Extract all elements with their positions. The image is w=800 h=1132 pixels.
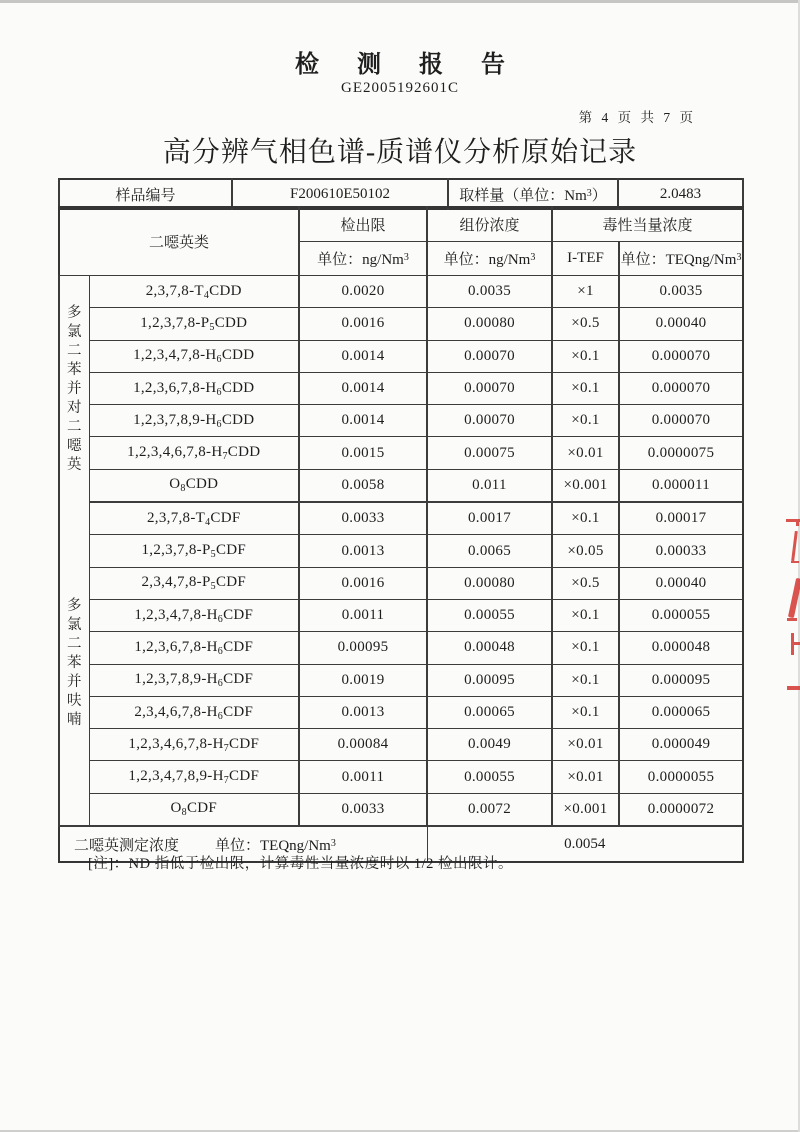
- sample-volume-value: 2.0483: [618, 179, 743, 209]
- table-row: [59, 469, 743, 502]
- table-row: [59, 405, 743, 437]
- component-conc-cell: 0.00075: [427, 437, 552, 469]
- detection-limit-cell: 0.0011: [299, 761, 427, 793]
- compound-name-cell: $1,2,3,4,7,8-H_6CDF$: [89, 599, 299, 631]
- teq-cell: 0.00040: [619, 308, 743, 340]
- stamp-fragment: [785, 578, 800, 626]
- detection-limit-header: 检出限: [299, 207, 427, 242]
- detection-limit-cell: 0.0016: [299, 308, 427, 340]
- itef-cell: ×0.5: [552, 567, 619, 599]
- table-row: [59, 664, 743, 696]
- teq-cell: 0.000011: [619, 469, 743, 502]
- component-conc-cell: 0.011: [427, 469, 552, 502]
- compound-name-cell: $1,2,3,4,6,7,8-H_7CDD$: [89, 437, 299, 469]
- table-row: [59, 308, 743, 340]
- stamp-fragment: [788, 531, 800, 565]
- itef-cell: ×0.5: [552, 308, 619, 340]
- itef-cell: ×0.05: [552, 535, 619, 567]
- dioxin-data-table: [58, 206, 744, 863]
- detection-limit-cell: 0.0033: [299, 793, 427, 826]
- group-label-cell: [59, 276, 89, 503]
- compound-name-cell: $O_8CDD$: [89, 469, 299, 502]
- itef-cell: ×0.1: [552, 632, 619, 664]
- itef-cell: ×0.1: [552, 340, 619, 372]
- teq-cell: 0.000049: [619, 729, 743, 761]
- total-unit: 单位：TEQng/Nm$^3$: [215, 837, 336, 854]
- compound-name-cell: $2,3,7,8-T_4CDD$: [89, 276, 299, 308]
- compound-name-cell: $2,3,4,6,7,8-H_6CDF$: [89, 696, 299, 728]
- record-subtitle: 高分辨气相色谱-质谱仪分析原始记录: [162, 137, 638, 168]
- teq-unit: 单位：TEQng/Nm$^3$: [619, 242, 743, 276]
- component-conc-cell: 0.00070: [427, 405, 552, 437]
- detection-limit-cell: 0.0011: [299, 599, 427, 631]
- component-conc-cell: 0.00095: [427, 664, 552, 696]
- compound-name-cell: $1,2,3,7,8,9-H_6CDF$: [89, 664, 299, 696]
- itef-cell: ×0.01: [552, 437, 619, 469]
- detection-limit-cell: 0.0033: [299, 502, 427, 535]
- component-conc-cell: 0.00055: [427, 761, 552, 793]
- itef-cell: ×0.1: [552, 599, 619, 631]
- stamp-fragment: [786, 518, 800, 526]
- itef-cell: ×0.1: [552, 372, 619, 404]
- itef-cell: ×0.01: [552, 761, 619, 793]
- itef-cell: ×0.001: [552, 469, 619, 502]
- itef-header: I-TEF: [552, 242, 619, 276]
- dioxin-class-header: 二噁英类: [59, 207, 299, 276]
- itef-cell: ×0.1: [552, 664, 619, 696]
- component-conc-cell: 0.00080: [427, 567, 552, 599]
- detection-limit-cell: 0.0019: [299, 664, 427, 696]
- teq-cell: 0.000095: [619, 664, 743, 696]
- group-label: 多氯二苯并呋喃: [67, 598, 82, 729]
- itef-cell: ×1: [552, 276, 619, 308]
- compound-name-cell: $1,2,3,7,8-P_5CDF$: [89, 535, 299, 567]
- component-conc-header: 组份浓度: [427, 207, 552, 242]
- itef-cell: ×0.1: [552, 405, 619, 437]
- table-row: [59, 696, 743, 728]
- compound-name-cell: $2,3,4,7,8-P_5CDF$: [89, 567, 299, 599]
- compound-name-cell: $1,2,3,7,8-P_5CDD$: [89, 308, 299, 340]
- sample-id-label: 样品编号: [59, 179, 232, 209]
- stamp-fragment: [787, 633, 800, 655]
- table-row: [59, 535, 743, 567]
- detection-limit-cell: 0.00095: [299, 632, 427, 664]
- footnote: [注]：ND 指低于检出限，计算毒性当量浓度时以 1/2 检出限计。: [88, 856, 514, 872]
- table-row: [59, 502, 743, 535]
- detection-limit-cell: 0.0020: [299, 276, 427, 308]
- teq-cell: 0.0000075: [619, 437, 743, 469]
- teq-cell: 0.000070: [619, 372, 743, 404]
- component-conc-cell: 0.0049: [427, 729, 552, 761]
- group-label: 多氯二苯并对二噁英: [67, 304, 82, 473]
- detection-limit-cell: 0.0016: [299, 567, 427, 599]
- detection-limit-cell: 0.0013: [299, 696, 427, 728]
- table-row: [59, 599, 743, 631]
- sample-id-value: F200610E50102: [232, 179, 448, 209]
- compound-name-cell: $1,2,3,4,7,8,9-H_7CDF$: [89, 761, 299, 793]
- table-row: [59, 761, 743, 793]
- table-row: [59, 276, 743, 308]
- component-conc-cell: 0.00070: [427, 372, 552, 404]
- component-conc-cell: 0.00065: [427, 696, 552, 728]
- table-row: [59, 729, 743, 761]
- compound-name-cell: $1,2,3,6,7,8-H_6CDD$: [89, 372, 299, 404]
- page-number: 第 4 页 共 7 页: [578, 110, 696, 125]
- teq-cell: 0.0000055: [619, 761, 743, 793]
- teq-cell: 0.00017: [619, 502, 743, 535]
- teq-cell: 0.00040: [619, 567, 743, 599]
- itef-cell: ×0.001: [552, 793, 619, 826]
- compound-name-cell: $O_8CDF$: [89, 793, 299, 826]
- toxic-equivalent-header: 毒性当量浓度: [552, 207, 743, 242]
- teq-cell: 0.000065: [619, 696, 743, 728]
- component-conc-cell: 0.00070: [427, 340, 552, 372]
- total-label: 二噁英测定浓度: [74, 837, 180, 854]
- component-conc-cell: 0.00080: [427, 308, 552, 340]
- component-conc-cell: 0.0065: [427, 535, 552, 567]
- group-label-cell: [59, 502, 89, 826]
- detection-limit-cell: 0.00084: [299, 729, 427, 761]
- table-row: [59, 340, 743, 372]
- teq-cell: 0.000048: [619, 632, 743, 664]
- itef-cell: ×0.1: [552, 696, 619, 728]
- teq-cell: 0.000070: [619, 340, 743, 372]
- component-conc-cell: 0.0072: [427, 793, 552, 826]
- sample-volume-label: 取样量（单位：Nm$^3$）: [448, 179, 618, 209]
- stamp-fragment: [787, 684, 800, 694]
- scan-edge-top: [0, 0, 800, 3]
- component-conc-unit: 单位：ng/Nm$^3$: [427, 242, 552, 276]
- teq-cell: 0.0000072: [619, 793, 743, 826]
- detection-limit-cell: 0.0013: [299, 535, 427, 567]
- total-value: 0.0054: [427, 826, 743, 862]
- document-title: 检测报告: [295, 52, 543, 78]
- teq-cell: 0.000055: [619, 599, 743, 631]
- component-conc-cell: 0.00048: [427, 632, 552, 664]
- component-conc-cell: 0.0017: [427, 502, 552, 535]
- itef-cell: ×0.01: [552, 729, 619, 761]
- sample-info-row: [59, 179, 743, 209]
- compound-name-cell: $1,2,3,4,6,7,8-H_7CDF$: [89, 729, 299, 761]
- compound-name-cell: $1,2,3,6,7,8-H_6CDF$: [89, 632, 299, 664]
- report-number: GE2005192601C: [341, 80, 459, 96]
- detection-limit-cell: 0.0014: [299, 340, 427, 372]
- detection-limit-cell: 0.0014: [299, 405, 427, 437]
- column-header-row: [59, 207, 743, 242]
- table-row: [59, 793, 743, 826]
- teq-cell: 0.00033: [619, 535, 743, 567]
- itef-cell: ×0.1: [552, 502, 619, 535]
- detection-limit-cell: 0.0015: [299, 437, 427, 469]
- teq-cell: 0.0035: [619, 276, 743, 308]
- table-row: [59, 632, 743, 664]
- detection-limit-cell: 0.0014: [299, 372, 427, 404]
- teq-cell: 0.000070: [619, 405, 743, 437]
- detection-limit-cell: 0.0058: [299, 469, 427, 502]
- compound-name-cell: $1,2,3,4,7,8-H_6CDD$: [89, 340, 299, 372]
- table-row: [59, 437, 743, 469]
- component-conc-cell: 0.00055: [427, 599, 552, 631]
- compound-name-cell: $2,3,7,8-T_4CDF$: [89, 502, 299, 535]
- detection-limit-unit: 单位：ng/Nm$^3$: [299, 242, 427, 276]
- component-conc-cell: 0.0035: [427, 276, 552, 308]
- compound-name-cell: $1,2,3,7,8,9-H_6CDD$: [89, 405, 299, 437]
- table-row: [59, 372, 743, 404]
- table-row: [59, 567, 743, 599]
